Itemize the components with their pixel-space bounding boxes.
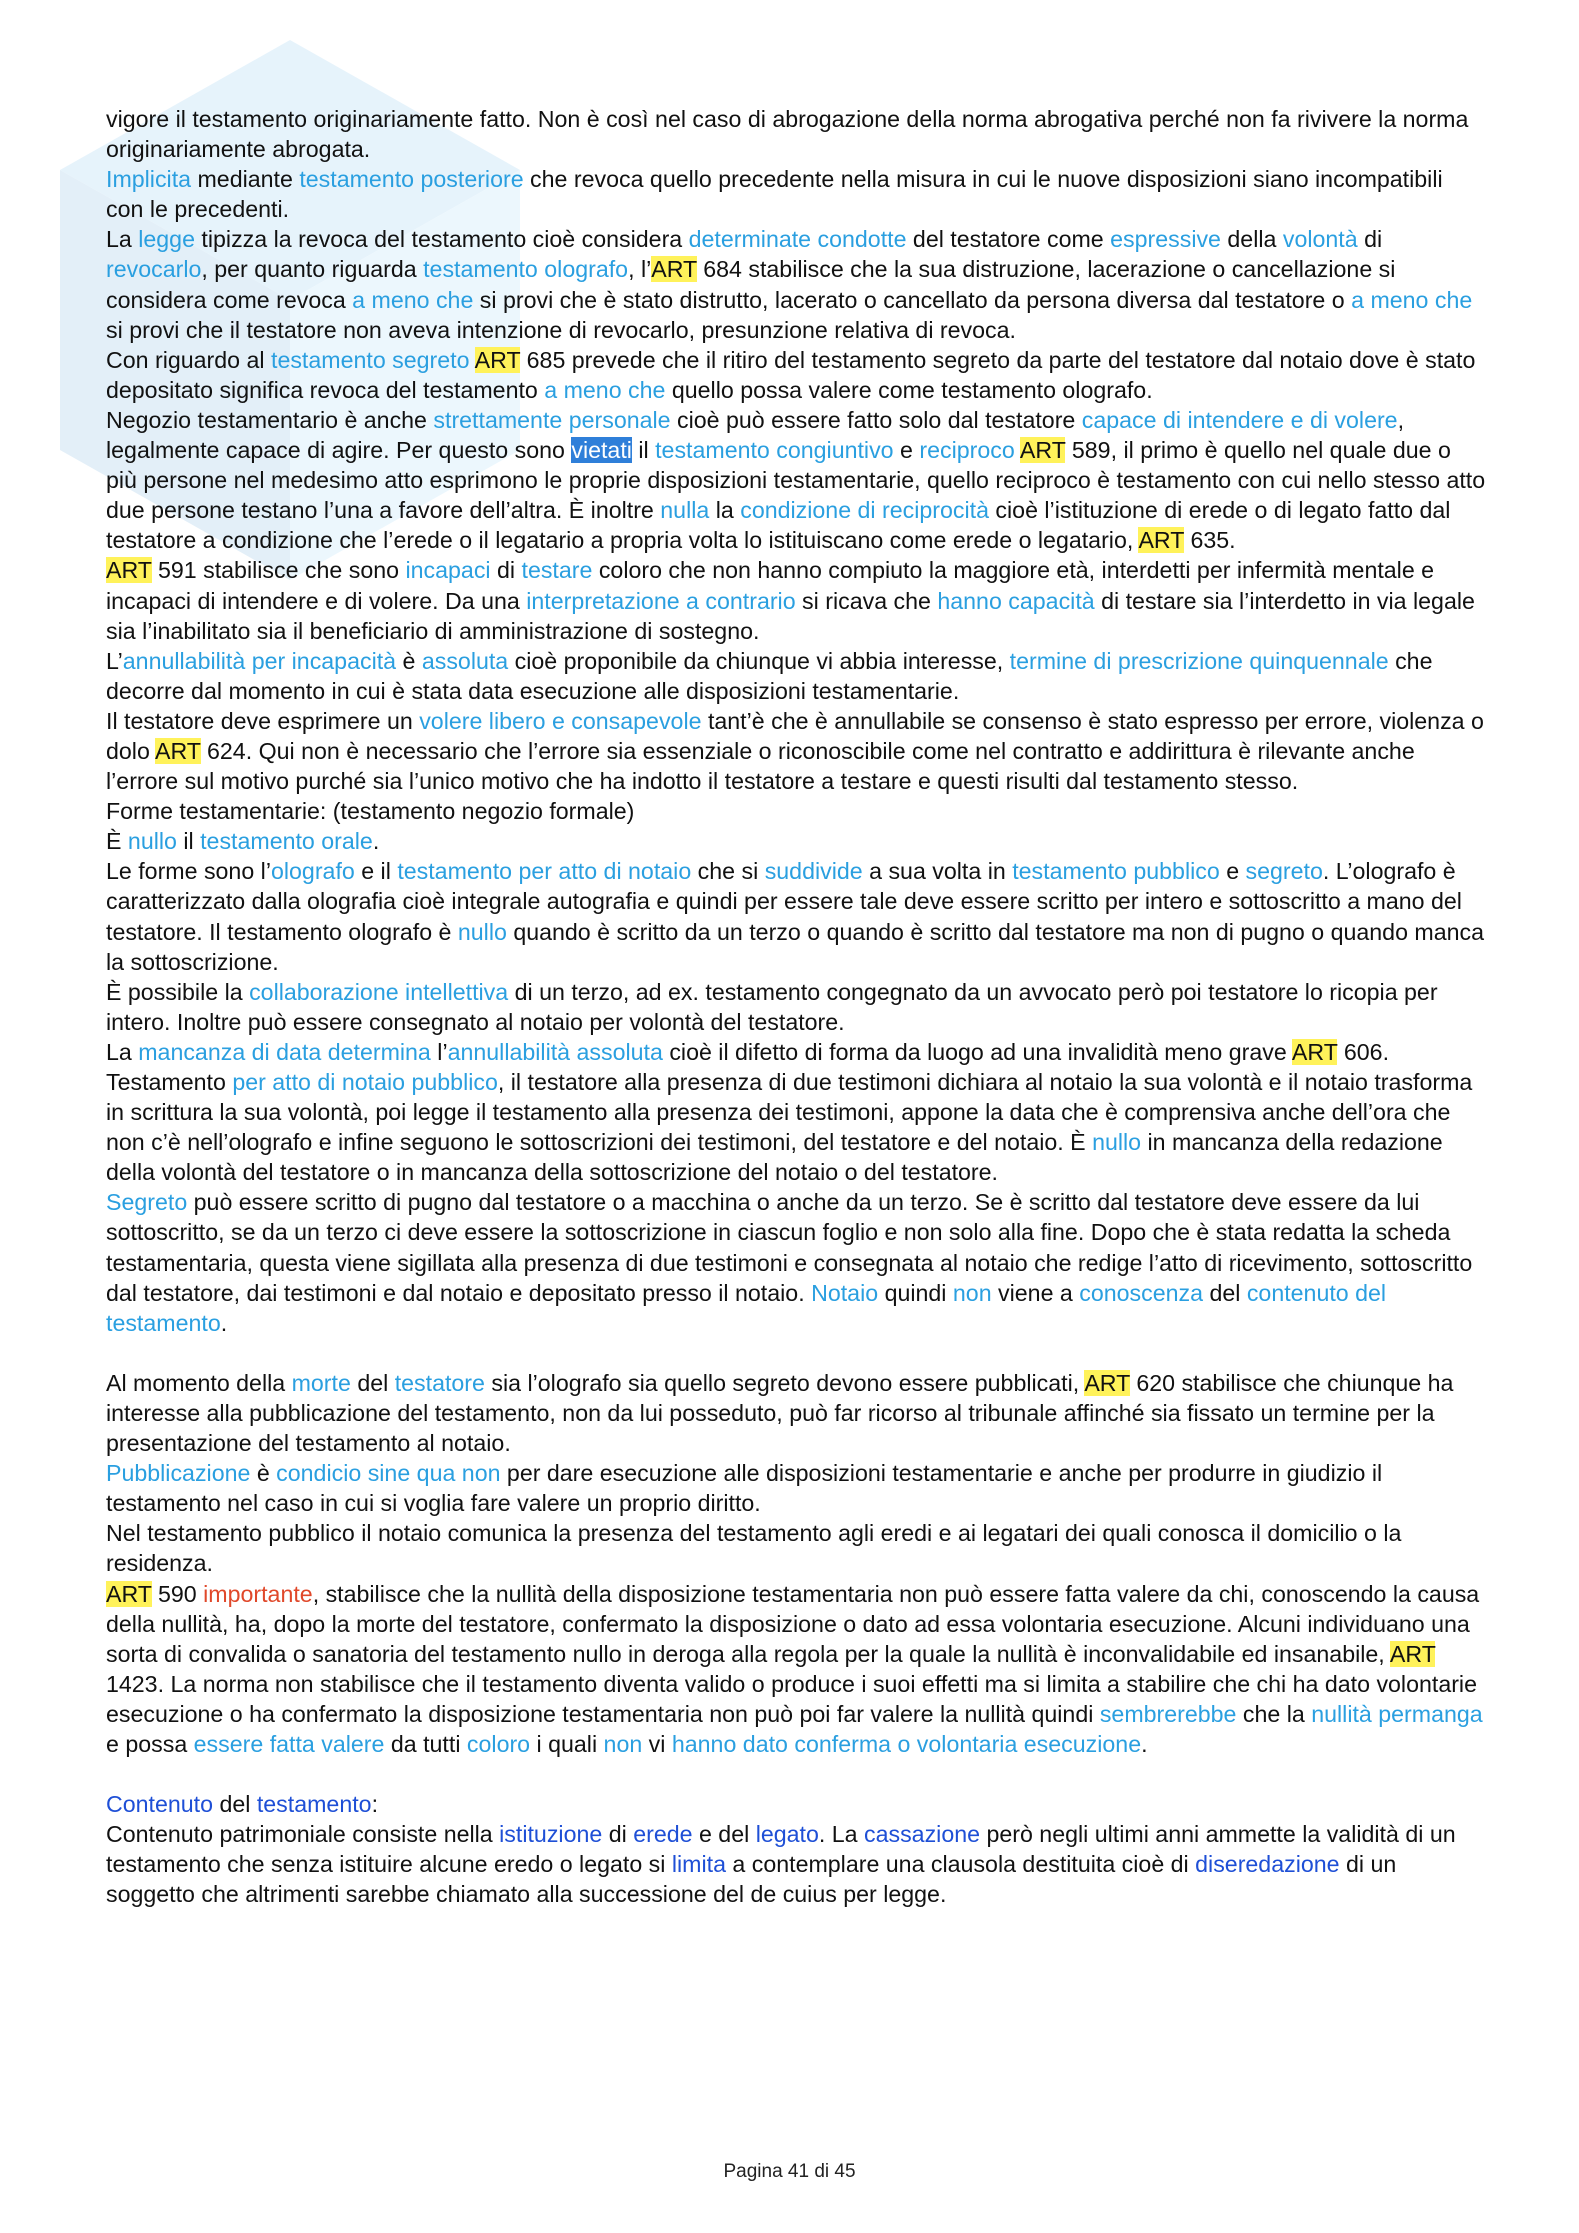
page-footer — [0, 2161, 1579, 2183]
highlighted-term: nullo — [1092, 1129, 1142, 1156]
text-run: e — [1219, 858, 1246, 885]
paragraph — [106, 1067, 1486, 1187]
text-run: 624. Qui non è necessario che l’errore sia essenziale o riconoscibile come nel contratto e addirittura è rilevante anche l’errore sul motivo purché sia l’unico motivo che ha indotto il testatore a testare e questi risulti dal testamento stesso. — [106, 737, 1415, 795]
text-run: coloro che non hanno compiuto la maggiore età, interdetti per infermità mentale e incapaci di intendere e di volere. Da una — [106, 557, 1435, 614]
text-run: L’ — [106, 647, 123, 674]
text-run: a sua volta in — [862, 858, 1013, 885]
highlighted-term: suddivide — [764, 858, 863, 885]
paragraph — [106, 1819, 1486, 1909]
text-run: mediante — [191, 166, 300, 193]
text-run: La — [106, 1038, 139, 1065]
paragraph — [106, 826, 1486, 856]
section-term: istituzione — [499, 1821, 603, 1848]
highlighted-term: a meno che — [544, 376, 666, 403]
highlighted-term: determinate condotte — [688, 226, 907, 253]
highlighted-term: annullabilità per incapacità — [122, 647, 397, 674]
text-run: è — [396, 647, 422, 674]
text-run: Le forme sono l’ — [106, 858, 271, 885]
text-run: i quali — [530, 1730, 604, 1757]
paragraph — [106, 1368, 1486, 1458]
text-run: e del — [692, 1821, 756, 1848]
text-run: quindi — [878, 1279, 953, 1306]
text-run: però negli ultimi anni ammette la validità di un testamento che senza istituire alcune eredo o legato si — [106, 1821, 1456, 1878]
text-run: che la — [1236, 1700, 1312, 1727]
highlighted-term: nulla — [660, 497, 710, 524]
text-run: l’ — [430, 1038, 448, 1065]
section-term: cassazione — [864, 1821, 981, 1848]
text-run: per dare esecuzione alle disposizioni testamentarie e anche per produrre in giudizio il testamento nel caso in cui si voglia fare valere un proprio diritto. — [106, 1460, 1383, 1517]
article-reference: ART — [651, 256, 697, 283]
paragraph — [106, 856, 1486, 976]
highlighted-term: sembrerebbe — [1099, 1700, 1237, 1727]
text-run: . — [372, 828, 380, 855]
text-run: vigore il testamento originariamente fatto. Non è così nel caso di abrogazione della norma abrogativa perché non fa rivivere la norma originariamente abrogata. — [106, 106, 1469, 163]
highlighted-term: capace di intendere e di volere — [1081, 406, 1398, 433]
section-term: erede — [633, 1821, 693, 1848]
text-run: Forme testamentarie: (testamento negozio formale) — [106, 798, 635, 825]
paragraph — [106, 164, 1486, 224]
highlighted-term: annullabilità assoluta — [447, 1038, 663, 1065]
text-run: può essere scritto di pugno dal testatore o a macchina o anche da un terzo. Se è scritto dal testatore deve essere da lui sottoscritto, se da un terzo ci deve essere la sottoscrizione in ciascun foglio e non solo alla fine. Dopo che è stata redatta la scheda testamentaria, questa viene sigillata alla presenza di due testimoni e consegnata al notaio che redige l’atto di ricevimento, sottoscritto dal testatore, dai testimoni e dal notaio e depositato presso il notaio. — [106, 1189, 1473, 1306]
text-run: di un terzo, ad ex. testamento congegnato da un avvocato però poi testatore lo ricopia per intero. Inoltre può essere consegnato al notaio per volontà del testatore. — [106, 978, 1438, 1035]
paragraph — [106, 706, 1486, 796]
paragraph — [106, 1518, 1486, 1578]
text-run: e il — [354, 858, 398, 885]
text-run: La — [106, 226, 139, 253]
text-run: Il testatore deve esprimere un — [106, 707, 420, 734]
text-run: , legalmente capace di agire. Per questo sono — [106, 406, 1405, 464]
text-run — [470, 347, 475, 373]
document-body — [106, 104, 1486, 1909]
highlighted-term: hanno dato conferma o volontaria esecuzione — [671, 1730, 1142, 1757]
paragraph — [106, 1458, 1486, 1518]
paragraph — [106, 555, 1486, 645]
highlighted-term: a meno che — [352, 286, 474, 313]
highlighted-term: Notaio — [811, 1279, 879, 1306]
highlighted-term: interpretazione a contrario — [526, 587, 796, 614]
text-run: . — [220, 1309, 228, 1336]
text-run: sia l’olografo sia quello segreto devono essere pubblicati, — [484, 1369, 1085, 1396]
paragraph — [106, 646, 1486, 706]
section-term: diseredazione — [1195, 1851, 1340, 1878]
highlighted-term: testamento per atto di notaio — [397, 858, 692, 885]
text-run: la — [709, 497, 741, 524]
text-run: , stabilisce che la nullità della disposizione testamentaria non può essere fatta valere da chi, conoscendo la causa della nullità, ha, dopo la morte del testatore, confermato la disposizione o dato ad essa volontaria esecuzione. Alcuni individuano una sorta di convalida o sanatoria del testamento nullo in deroga alla regola per la quale la nullità è inconvalidabile ed insanabile, — [106, 1580, 1480, 1667]
highlighted-term: espressive — [1110, 226, 1221, 253]
highlighted-term: condicio sine qua non — [276, 1460, 501, 1487]
text-run: , l’ — [628, 256, 652, 283]
text-run: che decorre dal momento in cui è stata data esecuzione alle disposizioni testamentarie. — [106, 647, 1433, 704]
text-run: si provi che il testatore non aveva intenzione di revocarlo, presunzione relativa di revoca. — [106, 316, 1016, 343]
text-run: di un soggetto che altrimenti sarebbe chiamato alla successione del de cuius per legge. — [106, 1851, 1397, 1908]
text-run: , il testatore alla presenza di due testimoni dichiara al notaio la sua volontà e il notaio trasforma in scrittura la sua volontà, poi legge il testamento alla presenza dei testimoni, appone la data che è comprensiva anche dell’ora che non c’è nell’olografo e infine seguono le sottoscrizioni dei testimoni, del testatore e del notaio. È — [106, 1069, 1473, 1156]
highlighted-term: collaborazione intellettiva — [249, 978, 509, 1005]
paragraph — [106, 1187, 1486, 1337]
text-run: vi — [642, 1730, 672, 1757]
paragraph — [106, 796, 1486, 826]
highlighted-term: assoluta — [421, 647, 509, 674]
highlighted-term: nullo — [457, 918, 507, 945]
text-run: e possa — [106, 1730, 194, 1757]
highlighted-term: testamento congiuntivo — [655, 437, 894, 464]
text-run: cioè può essere fatto solo dal testatore — [670, 406, 1082, 433]
selected-text: vietati — [571, 437, 632, 464]
highlighted-term: testamento pubblico — [1012, 858, 1220, 885]
highlighted-term: incapaci — [405, 557, 491, 584]
article-reference: ART — [1019, 437, 1066, 464]
highlighted-term: a meno che — [1351, 286, 1473, 313]
paragraph — [106, 1579, 1486, 1760]
section-term: testamento — [256, 1791, 372, 1818]
article-reference: ART — [1389, 1640, 1436, 1667]
highlighted-term: testamento olografo — [423, 256, 629, 283]
highlighted-term: testatore — [394, 1369, 485, 1396]
highlighted-term: testare — [521, 557, 593, 584]
text-run: è — [250, 1460, 277, 1487]
text-run: . La — [818, 1821, 864, 1848]
article-reference: ART — [106, 1580, 152, 1607]
text-run: che revoca quello precedente nella misura in cui le nuove disposizioni siano incompatibili con le precedenti. — [106, 166, 1443, 223]
text-run: È possibile la — [106, 978, 250, 1005]
highlighted-term: segreto — [1245, 858, 1323, 885]
highlighted-term: volontà — [1282, 226, 1358, 253]
text-run: 635. — [1184, 527, 1236, 554]
article-reference: ART — [1138, 527, 1185, 554]
highlighted-term: nullo — [127, 828, 177, 855]
highlighted-term: termine di prescrizione quinquennale — [1009, 647, 1389, 674]
section-term: Contenuto — [106, 1791, 214, 1818]
paragraph — [106, 1037, 1486, 1067]
text-run: Negozio testamentario è anche — [106, 406, 434, 433]
text-run: del testatore come — [906, 226, 1111, 253]
text-run: in mancanza della redazione della volontà del testatore o in mancanza della sottoscrizione del notaio o del testatore. — [106, 1129, 1443, 1186]
text-run: di — [1357, 226, 1383, 253]
text-run: È — [106, 828, 128, 855]
highlighted-term: contenuto del testamento — [106, 1279, 1387, 1336]
article-reference: ART — [155, 737, 201, 764]
highlighted-term: testamento posteriore — [299, 166, 524, 193]
text-run: di — [602, 1821, 634, 1848]
text-run: quando è scritto da un terzo o quando è scritto dal testatore ma non di pugno o quando manca la sottoscrizione. — [106, 918, 1485, 975]
highlighted-term: condizione di reciprocità — [740, 497, 989, 524]
highlighted-term: Segreto — [106, 1189, 188, 1216]
paragraph — [106, 1789, 1486, 1819]
text-run: 684 stabilisce che la sua distruzione, lacerazione o cancellazione si considera come revoca — [106, 256, 1396, 313]
article-reference: ART — [474, 346, 521, 373]
highlighted-term: per atto di notaio pubblico — [232, 1069, 498, 1095]
text-run: e — [893, 437, 920, 464]
highlighted-term: testamento orale — [200, 828, 373, 855]
text-run: Con riguardo al — [106, 346, 271, 373]
article-reference: ART — [1291, 1038, 1338, 1065]
section-term: limita — [671, 1851, 726, 1878]
section-term: legato — [755, 1821, 819, 1848]
highlighted-term: strettamente personale — [433, 406, 671, 433]
important-note: importante — [203, 1580, 313, 1607]
highlighted-term: nullità permanga — [1311, 1700, 1483, 1727]
text-run: tant’è che è annullabile se consenso è stato espresso per errore, violenza o dolo — [106, 707, 1484, 764]
paragraph — [106, 345, 1486, 405]
text-run: il — [631, 437, 656, 464]
text-run: quello possa valere come testamento olografo. — [665, 376, 1153, 403]
text-run: 590 — [151, 1580, 204, 1607]
text-run: viene a — [991, 1279, 1080, 1306]
text-run: cioè proponibile da chiunque vi abbia interesse, — [508, 647, 1010, 674]
text-run: Contenuto patrimoniale consiste nella — [106, 1821, 500, 1848]
page-number: Pagina 41 di 45 — [723, 2161, 856, 2182]
text-run: . L’olografo è caratterizzato dalla olografia cioè integrale autografia e quindi per essere tale deve essere scritto per intero e sottoscritto a mano del testatore. Il testamento olografo è — [106, 858, 1462, 945]
highlighted-term: Implicita — [106, 166, 192, 193]
highlighted-term: coloro — [466, 1730, 531, 1757]
text-run: si ricava che — [795, 587, 938, 614]
text-run: del — [213, 1791, 257, 1818]
highlighted-term: Pubblicazione — [106, 1460, 251, 1487]
text-run: Al momento della — [106, 1369, 292, 1396]
text-run: da tutti — [384, 1730, 467, 1757]
text-run: 620 stabilisce che chiunque ha interesse alla pubblicazione del testamento, non da lui posseduto, può far ricorso al tribunale affinché sia fissato un termine per la presentazione del testamento al notaio. — [106, 1369, 1454, 1457]
highlighted-term: essere fatta valere — [193, 1730, 385, 1757]
text-run: , per quanto riguarda — [201, 256, 424, 283]
text-run: il — [176, 828, 201, 855]
text-run: di — [490, 557, 522, 584]
paragraph — [106, 977, 1486, 1037]
text-run: . — [1141, 1730, 1148, 1757]
paragraph — [106, 405, 1486, 555]
highlighted-term: non — [603, 1730, 643, 1757]
text-run: 589, il primo è quello nel quale due o più persone nel medesimo atto esprimono le proprie disposizioni testamentarie, quello reciproco è testamento con cui nello stesso atto due persone testano l’una a favore dell’altra. È inoltre — [106, 437, 1486, 524]
text-run: del — [1203, 1279, 1247, 1306]
text-run: 606. — [1337, 1038, 1390, 1065]
text-run: cioè l’istituzione di erede o di legato fatto dal testatore a condizione che l’erede o il legatario a propria volta lo istituiscano come erede o legatario, — [106, 497, 1451, 554]
highlighted-term: non — [952, 1279, 992, 1306]
highlighted-term: revocarlo — [106, 256, 202, 283]
text-run: tipizza la revoca del testamento cioè considera — [194, 226, 689, 253]
text-run: : — [371, 1791, 379, 1818]
article-reference: ART — [1084, 1369, 1130, 1396]
highlighted-term: morte — [291, 1369, 351, 1396]
highlighted-term: legge — [138, 226, 195, 253]
text-run: si provi che è stato distrutto, lacerato o cancellato da persona diversa dal testatore o — [473, 286, 1352, 313]
text-run: cioè il difetto di forma da luogo ad una invalidità meno grave — [662, 1038, 1292, 1065]
text-run: 591 stabilisce che sono — [151, 557, 406, 584]
text-run: Nel testamento pubblico il notaio comunica la presenza del testamento agli eredi e ai legatari dei quali conosca il domicilio o la residenza. — [106, 1520, 1402, 1577]
text-run: che si — [691, 858, 765, 885]
text-run: di testare sia l’interdetto in via legale sia l’inabilitato sia il beneficiario di amministrazione di sostegno. — [106, 587, 1475, 644]
highlighted-term: hanno capacità — [937, 587, 1095, 614]
highlighted-term: volere libero e consapevole — [419, 707, 702, 734]
highlighted-term: reciproco — [919, 437, 1015, 464]
text-run: 1423. La norma non stabilisce che il testamento diventa valido o produce i suoi effetti ma si limita a stabilire che chi ha dato volontarie esecuzione o ha confermato la disposizione testamentaria non può poi far valere la nullità quindi — [106, 1670, 1477, 1727]
highlighted-term: olografo — [270, 858, 355, 885]
text-run: 685 prevede che il ritiro del testamento segreto da parte del testatore dal notaio dove è stato depositato significa revoca del testamento — [106, 346, 1476, 403]
highlighted-term: mancanza di data determina — [138, 1038, 431, 1065]
text-run: Testamento — [106, 1069, 233, 1095]
article-reference: ART — [106, 557, 152, 584]
paragraph — [106, 224, 1486, 344]
highlighted-term: conoscenza — [1079, 1279, 1203, 1306]
paragraph — [106, 104, 1486, 164]
text-run: della — [1220, 226, 1283, 253]
text-run: a contemplare una clausola destituita cioè di — [725, 1851, 1196, 1878]
highlighted-term: testamento segreto — [271, 346, 470, 373]
text-run: del — [350, 1369, 395, 1396]
